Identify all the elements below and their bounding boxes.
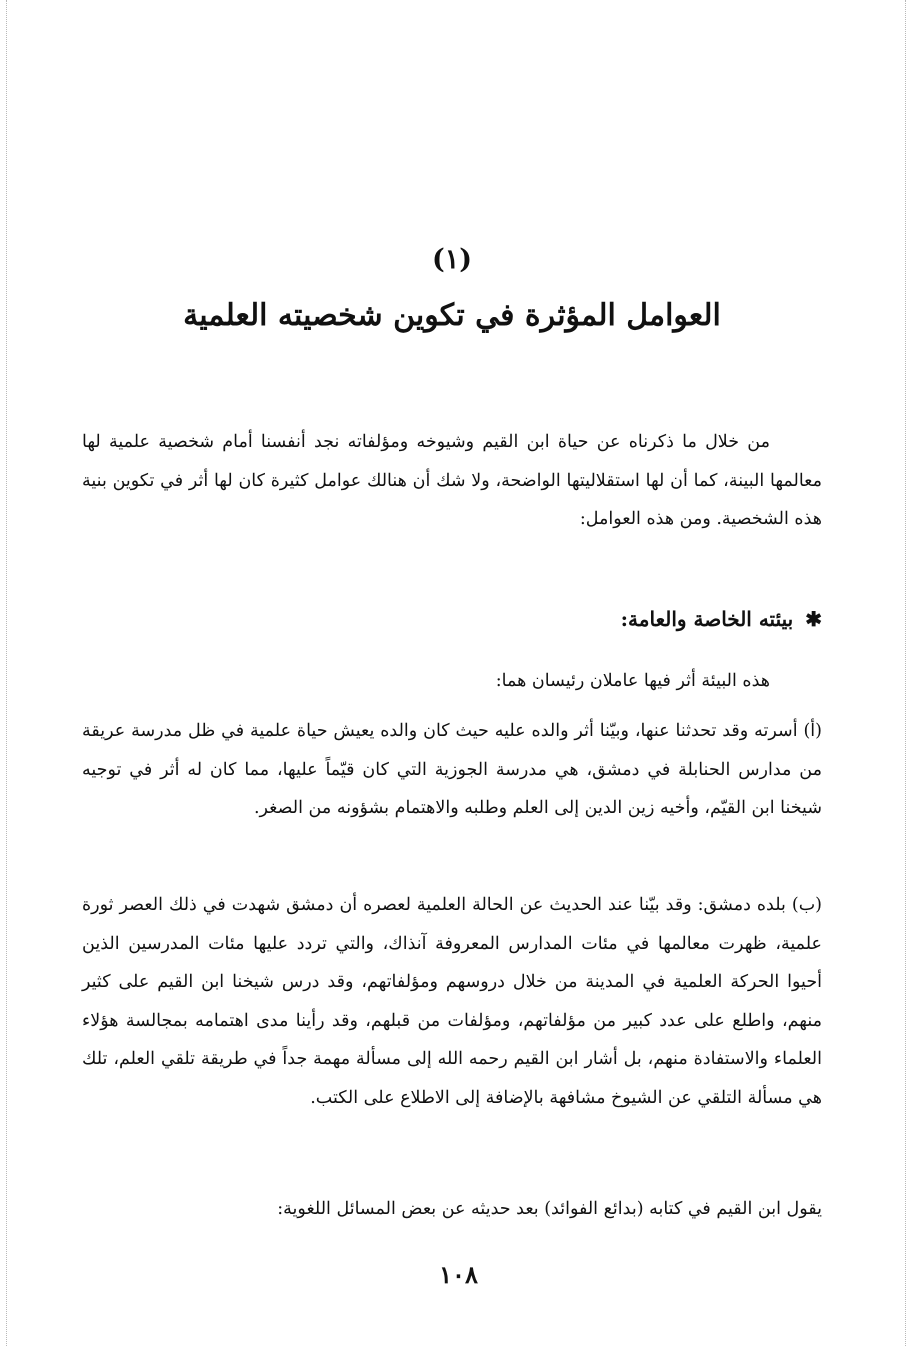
intro-paragraph: من خلال ما ذكرناه عن حياة ابن القيم وشيوخه ومؤلفاته نجد أنفسنا أمام شخصية علمية لها معالمها البينة، كما أن لها استقلاليتها الواضحة، ولا شك أن هنالك عوامل كثيرة كان لها أثر في تكوين بنية هذه الشخصية. ومن هذه العوامل: (82, 432, 822, 529)
environment-intro-paragraph: هذه البيئة أثر فيها عاملان رئيسان هما: (495, 671, 770, 691)
page-number: ١٠٨ (439, 1260, 478, 1289)
asterisk-icon: ✱ (805, 607, 822, 631)
item-b-paragraph: (ب) بلده دمشق: وقد بيّنا عند الحديث عن الحالة العلمية لعصره أن دمشق شهدت في ذلك العصر ثورة علمية، ظهرت معالمها في مئات المدارس المعروفة آنذاك، والتي تردد عليها مئات المدرسين الذين أحيوا الحركة العلمية في المدينة من خلال دروسهم ومؤلفاتهم، وقد درس شيخنا ابن القيم على كثير منهم، واطلع على عدد كبير من مؤلفاتهم، ومؤلفات من قبلهم، وقد رأينا مدى اهتمامه بمجالسة هؤلاء العلماء والاستفادة منهم، بل أشار ابن القيم رحمه الله إلى مسألة مهمة جداً في طريقة تلقي العلم، تلك هي مسألة التلقي عن الشيوخ مشافهة بالإضافة إلى الاطلاع على الكتب. (82, 895, 822, 1108)
item-a-paragraph: (أ) أسرته وقد تحدثنا عنها، وبيّنا أثر والده عليه حيث كان والده يعيش حياة علمية في ظل مدرسة عريقة من مدارس الحنابلة في دمشق، هي مدرسة الجوزية التي كان قيّماً عليها، مما كان له أثر في توجيه شيخنا ابن القيّم، وأخيه زين الدين إلى العلم وطلبه والاهتمام بشؤونه من الصغر. (82, 721, 822, 818)
section-number: (١) (431, 244, 473, 275)
environment-heading (82, 600, 822, 638)
environment-heading-text: بيئته الخاصة والعامة: (620, 607, 794, 631)
scan-edge-right (905, 0, 907, 1346)
chapter-title: العوامل المؤثرة في تكوين شخصيته العلمية (183, 298, 721, 333)
quote-intro-paragraph: يقول ابن القيم في كتابه (بدائع الفوائد) بعد حديثه عن بعض المسائل اللغوية: (277, 1199, 822, 1219)
scan-edge-left (6, 0, 8, 1346)
